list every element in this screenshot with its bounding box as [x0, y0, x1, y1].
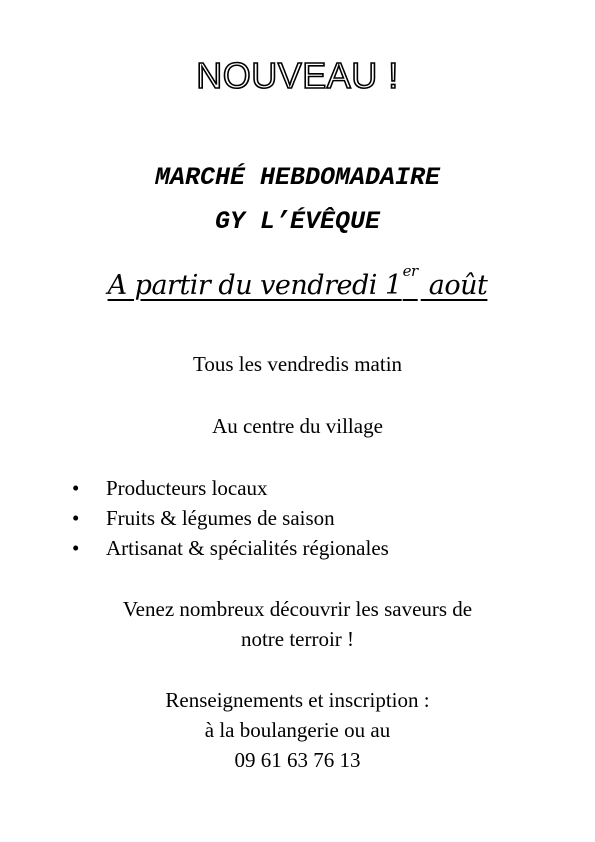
phone-number: 09 61 63 76 13: [234, 748, 361, 772]
start-date-month: août: [420, 270, 488, 301]
start-date-text: A partir du vendredi 1: [107, 270, 402, 301]
feature-label: Producteurs locaux: [106, 476, 268, 500]
contact-line-1: Renseignements et inscription :: [165, 688, 430, 712]
headline: NOUVEAU !: [196, 55, 399, 96]
contact-info: [0, 685, 595, 775]
feature-item: [72, 533, 389, 563]
start-date-underlined: [107, 262, 488, 301]
schedule-text: Tous les vendredis matin: [192, 352, 403, 376]
invite-line-2: notre terroir !: [240, 627, 355, 651]
start-date-superscript: er: [402, 262, 418, 280]
feature-label: Artisanat & spécialités régionales: [106, 536, 389, 560]
market-title-line-2: GY L’ÉVÊQUE: [214, 207, 381, 236]
bullet-icon: •: [72, 536, 80, 560]
invite-text: [0, 594, 595, 654]
start-date: [0, 262, 595, 306]
feature-item: [72, 473, 389, 503]
market-title-line-1: MARCHÉ HEBDOMADAIRE: [154, 163, 441, 192]
invite-line-1: Venez nombreux découvrir les saveurs de: [122, 597, 473, 621]
features-list: [72, 473, 389, 563]
market-title: [0, 156, 595, 244]
location-text: Au centre du village: [212, 414, 383, 438]
contact-line-2: à la boulangerie ou au: [204, 718, 391, 742]
feature-item: [72, 503, 389, 533]
bullet-icon: •: [72, 506, 80, 530]
bullet-icon: •: [72, 476, 80, 500]
feature-label: Fruits & légumes de saison: [106, 506, 335, 530]
